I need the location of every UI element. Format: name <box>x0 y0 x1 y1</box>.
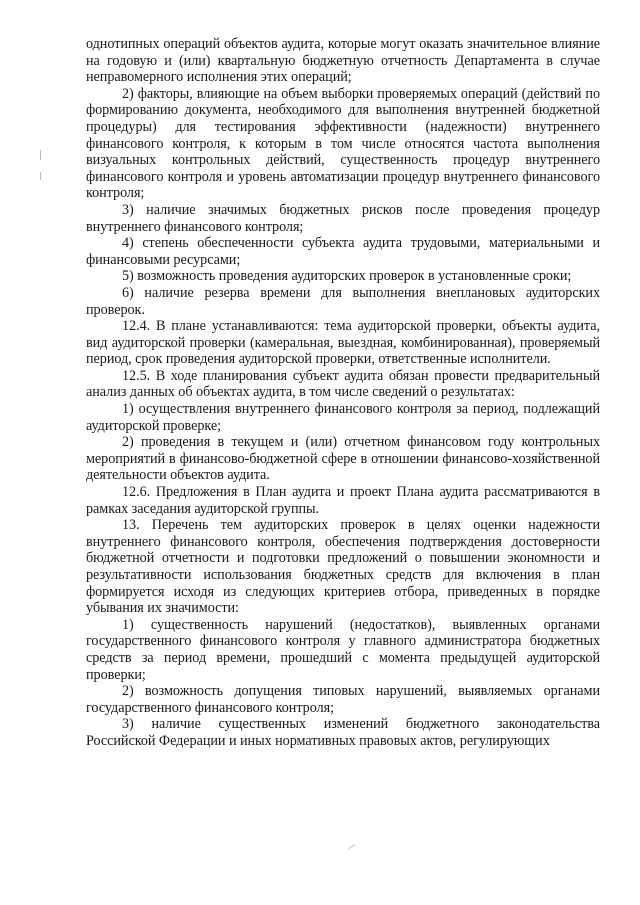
list-item-6-reserve: 6) наличие резерва времени для выполнения внеплановых аудиторских проверок. <box>86 284 600 318</box>
section-12-5: 12.5. В ходе планирования субъект аудита обязан провести предварительный анализ данных об объектах аудита, в том числе сведений о результатах: <box>86 367 600 401</box>
list-item-2-factors: 2) факторы, влияющие на объем выборки проверяемых операций (действий по формированию документа, необходимого для выполнения внутренней бюджетной процедуры) для тестирования эффективности (надежности) внутреннего финансового контроля, к которым в том числе относятся частота выполнения визуальных контрольных действий, существенность процедур внутреннего финансового контроля и уровень автоматизации процедур внутреннего финансового контроля; <box>86 85 600 202</box>
criteria-item-3: 3) наличие существенных изменений бюджетного законодательства Российской Федерации и иных нормативных правовых актов, регулирующих <box>86 716 600 749</box>
section-13: 13. Перечень тем аудиторских проверок в целях оценки надежности внутреннего финансового контроля, обеспечения подтверждения достоверности бюджетной отчетности и подготовки предложений о повышении экономности и результативности использования бюджетных средств для включения в план формируется исходя из следующих критериев отбора, приведенных в порядке убывания их значимости: <box>86 517 600 617</box>
criteria-item-1: 1) существенность нарушений (недостатков), выявленных органами государственного финансового контроля у главного администратора бюджетных средств за период времени, прошедший с момента предыдущей аудиторской проверки; <box>86 616 600 683</box>
list-item-5-deadlines: 5) возможность проведения аудиторских проверок в установленные сроки; <box>122 268 572 285</box>
scan-speck <box>348 844 355 849</box>
section-12-6: 12.6. Предложения в План аудита и проект Плана аудита рассматриваются в рамках заседания аудиторской группы. <box>86 484 600 517</box>
paragraph-continuation: однотипных операций объектов аудита, которые могут оказать значительное влияние на годовую и (или) квартальную бюджетную отчетность Департамента в случае неправомерного исполнения этих операций; <box>86 36 600 86</box>
criteria-item-2: 2) возможность допущения типовых нарушений, выявляемых органами государственного финансового контроля; <box>86 683 600 716</box>
list-item-1-control: 1) осуществления внутреннего финансового контроля за период, подлежащий аудиторской проверке; <box>86 401 600 434</box>
scan-margin-mark-top <box>40 150 41 160</box>
list-item-4-resources: 4) степень обеспеченности субъекта аудита трудовыми, материальными и финансовыми ресурсами; <box>86 235 600 268</box>
list-item-3-risks: 3) наличие значимых бюджетных рисков после проведения процедур внутреннего финансового контроля; <box>86 201 600 235</box>
section-12-4: 12.4. В плане устанавливаются: тема аудиторской проверки, объекты аудита, вид аудиторской проверки (камеральная, выездная, комбинированная), проверяемый период, срок проведения аудиторской проверки, ответственные исполнители. <box>86 318 600 368</box>
list-item-2-events: 2) проведения в текущем и (или) отчетном финансовом году контрольных мероприятий в финансово-бюджетной сфере в отношении финансово-хозяйственной деятельности объектов аудита. <box>86 434 600 484</box>
document-page <box>86 36 600 750</box>
scan-margin-mark-bottom <box>40 172 41 180</box>
